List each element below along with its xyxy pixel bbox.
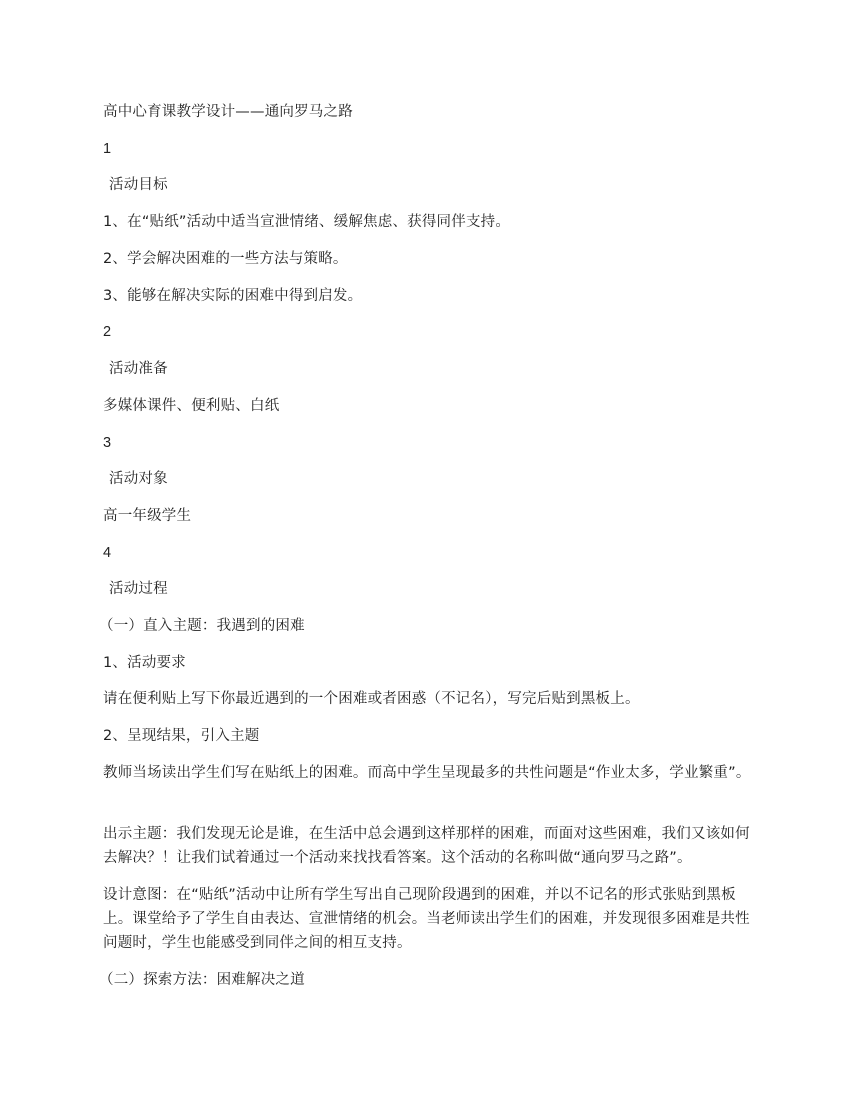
section-heading-process: 活动过程	[109, 581, 168, 597]
section-number-3: 3	[103, 435, 112, 451]
section-number-2: 2	[103, 324, 112, 340]
document-title: 高中心育课教学设计——通向罗马之路	[103, 104, 353, 120]
section-heading-goals: 活动目标	[109, 177, 168, 193]
requirement-text: 请在便利贴上写下你最近遇到的一个困难或者困惑（不记名），写完后贴到黑板上。	[103, 691, 640, 707]
requirement-heading: 1、活动要求	[103, 655, 186, 671]
section-number-1: 1	[103, 141, 112, 157]
design-intent-text: 设计意图：在“贴纸”活动中让所有学生写出自己现阶段遇到的困难，并以不记名的形式张贴到黑板上。课堂给予了学生自由表达、宣泄情绪的机会。当老师读出学生们的困难，并发现很多困难是共性问题时，学生也能感受到同伴之间的相互支持。	[103, 887, 750, 951]
result-text: 教师当场读出学生们写在贴纸上的困难。而高中学生呈现最多的共性问题是“作业太多，学业繁重”。	[103, 765, 751, 781]
part-2-heading: （二）探索方法：困难解决之道	[99, 972, 305, 988]
part-1-heading: （一）直入主题：我遇到的困难	[99, 618, 305, 634]
section-heading-prep: 活动准备	[109, 361, 168, 377]
goal-item-1: 1、在“贴纸”活动中适当宣泄情绪、缓解焦虑、获得同伴支持。	[103, 214, 511, 230]
section-heading-audience: 活动对象	[109, 471, 168, 487]
goal-item-2: 2、学会解决困难的一些方法与策略。	[103, 251, 348, 267]
audience-text: 高一年级学生	[103, 508, 192, 524]
goal-item-3: 3、能够在解决实际的困难中得到启发。	[103, 288, 363, 304]
topic-text: 出示主题：我们发现无论是谁，在生活中总会遇到这样那样的困难，而面对这些困难，我们又该如何去解决？！让我们试着通过一个活动来找找看答案。这个活动的名称叫做“通向罗马之路”。	[103, 826, 750, 866]
section-number-4: 4	[103, 545, 112, 561]
result-heading: 2、呈现结果，引入主题	[103, 728, 260, 744]
prep-materials: 多媒体课件、便利贴、白纸	[103, 398, 280, 414]
